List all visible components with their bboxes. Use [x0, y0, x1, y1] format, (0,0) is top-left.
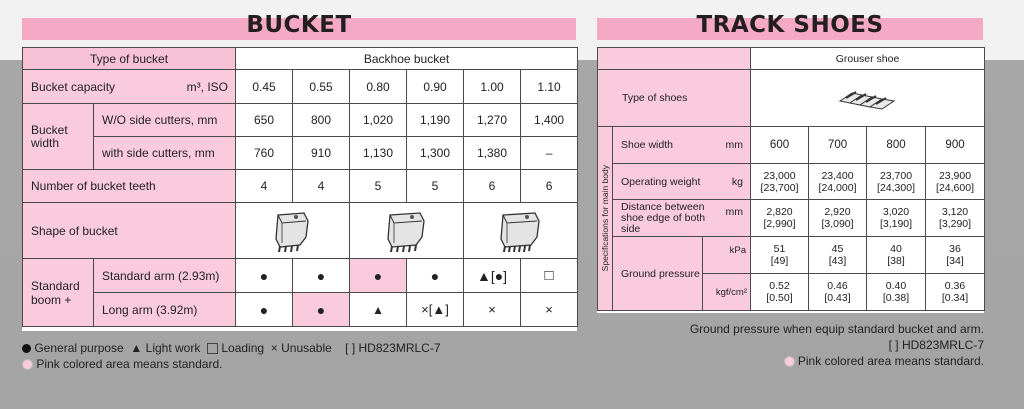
- teeth-cell: 5: [407, 170, 464, 203]
- bucket-shape-5-teeth: [350, 203, 464, 259]
- kgf-cell: 0.46 [0.43]: [809, 274, 867, 311]
- bucket-legend: [22, 340, 582, 372]
- track-title-bar: [597, 12, 983, 40]
- ground-pressure-label: Ground pressure: [613, 237, 703, 311]
- teeth-cell: 4: [293, 170, 350, 203]
- boom-label: Standard boom +: [23, 259, 94, 327]
- teeth-cell: 6: [521, 170, 578, 203]
- capacity-cell: 0.45: [236, 70, 293, 104]
- with-width-cell: 910: [293, 137, 350, 170]
- distance-label: mm Distance between shoe edge of both side: [613, 200, 751, 237]
- bucket-title: BUCKET: [246, 12, 352, 38]
- wo-width-cell: 1,400: [521, 104, 578, 137]
- long-arm-cell-standard: ●: [293, 293, 350, 327]
- track-pink-note: Pink colored area means standard.: [797, 354, 984, 368]
- kpa-unit: kPa: [703, 237, 751, 274]
- capacity-cell: 0.55: [293, 70, 350, 104]
- bucket-shape-4-teeth: [236, 203, 350, 259]
- long-arm-cell: ×: [521, 293, 578, 327]
- pink-dot-icon: [22, 359, 33, 370]
- bucket-6-teeth-icon: [495, 209, 547, 253]
- capacity-cell: 0.90: [407, 70, 464, 104]
- long-arm-cell: ▲: [350, 293, 407, 327]
- track-notes: [600, 321, 984, 369]
- bucket-table-panel: [22, 47, 577, 331]
- bucket-shape-6-teeth: [464, 203, 578, 259]
- capacity-label: Bucket capacity m³, ISO: [23, 70, 236, 104]
- loading-icon: [207, 343, 218, 354]
- std-arm-cell: ●: [236, 259, 293, 293]
- legend-unusable: Unusable: [281, 341, 332, 355]
- kpa-cell: 51 [49]: [751, 237, 809, 274]
- bucket-5-teeth-icon: [382, 209, 432, 253]
- grouser-shoe-image: [751, 70, 985, 127]
- wo-width-cell: 1,190: [407, 104, 464, 137]
- wo-width-cell: 650: [236, 104, 293, 137]
- track-pink-line: [600, 353, 984, 369]
- with-width-cell: 760: [236, 137, 293, 170]
- shape-label: Shape of bucket: [23, 203, 236, 259]
- wo-width-cell: 800: [293, 104, 350, 137]
- legend-line-1: [22, 340, 582, 356]
- with-width-cell: 1,380: [464, 137, 521, 170]
- teeth-cell: 5: [350, 170, 407, 203]
- track-model-note: [ ] HD823MRLC-7: [888, 338, 984, 352]
- wo-width-cell: 1,270: [464, 104, 521, 137]
- bucket-width-label: Bucket width: [23, 104, 94, 170]
- standard-arm-label: Standard arm (2.93m): [94, 259, 236, 293]
- weight-cell: 23,900 [24,600]: [926, 164, 985, 200]
- track-table: [597, 47, 985, 311]
- legend-model: [ ] HD823MRLC-7: [345, 341, 441, 355]
- distance-cell: 2,820 [2,990]: [751, 200, 809, 237]
- wo-width-cell: 1,020: [350, 104, 407, 137]
- legend-loading: Loading: [221, 341, 265, 355]
- capacity-cell: 0.80: [350, 70, 407, 104]
- wo-side-cutters-label: W/O side cutters, mm: [94, 104, 236, 137]
- std-arm-cell: ●: [293, 259, 350, 293]
- std-arm-cell: ●: [407, 259, 464, 293]
- legend-general: General purpose: [34, 341, 124, 355]
- pink-dot-icon: [784, 356, 795, 367]
- distance-cell: 3,020 [3,190]: [867, 200, 926, 237]
- with-width-cell: 1,130: [350, 137, 407, 170]
- with-side-cutters-label: with side cutters, mm: [94, 137, 236, 170]
- teeth-cell: 4: [236, 170, 293, 203]
- unusable-icon: ×: [270, 341, 278, 355]
- kgf-cell: 0.52 [0.50]: [751, 274, 809, 311]
- weight-unit: kg: [731, 175, 744, 188]
- shoe-width-label: Shoe width mm: [613, 127, 751, 164]
- ground-pressure-note: Ground pressure when equip standard bucket and arm.: [689, 322, 984, 336]
- kpa-cell: 36 [34]: [926, 237, 985, 274]
- std-arm-cell: □: [521, 259, 578, 293]
- weight-cell: 23,000 [23,700]: [751, 164, 809, 200]
- kgf-unit: kgf/cm²: [703, 274, 751, 311]
- distance-cell: 3,120 [3,290]: [926, 200, 985, 237]
- shoe-width-cell: 800: [867, 127, 926, 164]
- spec-main-body-label: Specifications for main body: [598, 127, 613, 311]
- with-width-cell: 1,300: [407, 137, 464, 170]
- light-work-icon: ▲: [130, 341, 143, 355]
- kpa-cell: 45 [43]: [809, 237, 867, 274]
- bucket-title-bar: [22, 12, 576, 40]
- track-header-blank: [598, 48, 751, 70]
- kgf-cell: 0.36 [0.34]: [926, 274, 985, 311]
- weight-cell: 23,700 [24,300]: [867, 164, 926, 200]
- std-arm-cell-standard: ●: [350, 259, 407, 293]
- track-table-panel: [597, 47, 984, 313]
- legend-light: Light work: [145, 341, 201, 355]
- kpa-cell: 40 [38]: [867, 237, 926, 274]
- teeth-label: Number of bucket teeth: [23, 170, 236, 203]
- general-purpose-icon: [22, 344, 31, 353]
- capacity-unit: m³, ISO: [186, 79, 229, 94]
- grouser-shoe-header: Grouser shoe: [751, 48, 985, 70]
- long-arm-label: Long arm (3.92m): [94, 293, 236, 327]
- track-shoe-icon: [836, 81, 900, 115]
- bucket-table: [22, 47, 578, 327]
- legend-pink-note: Pink colored area means standard.: [36, 357, 223, 371]
- track-title: TRACK SHOES: [696, 12, 884, 38]
- backhoe-bucket-header: Backhoe bucket: [236, 48, 578, 70]
- bucket-4-teeth-icon: [270, 209, 316, 253]
- long-arm-cell: ×: [464, 293, 521, 327]
- distance-unit: mm: [725, 205, 744, 218]
- std-arm-cell: ▲[●]: [464, 259, 521, 293]
- type-of-shoes-label: Type of shoes: [598, 70, 751, 127]
- legend-line-2: [22, 356, 582, 372]
- weight-cell: 23,400 [24,000]: [809, 164, 867, 200]
- long-arm-cell: ×[▲]: [407, 293, 464, 327]
- teeth-cell: 6: [464, 170, 521, 203]
- capacity-cell: 1.00: [464, 70, 521, 104]
- shoe-width-unit: mm: [725, 139, 744, 151]
- capacity-cell: 1.10: [521, 70, 578, 104]
- type-of-bucket-header: Type of bucket: [23, 48, 236, 70]
- distance-cell: 2,920 [3,090]: [809, 200, 867, 237]
- shoe-width-cell: 600: [751, 127, 809, 164]
- operating-weight-label: Operating weight kg: [613, 164, 751, 200]
- shoe-width-cell: 900: [926, 127, 985, 164]
- kgf-cell: 0.40 [0.38]: [867, 274, 926, 311]
- long-arm-cell: ●: [236, 293, 293, 327]
- with-width-cell: –: [521, 137, 578, 170]
- shoe-width-cell: 700: [809, 127, 867, 164]
